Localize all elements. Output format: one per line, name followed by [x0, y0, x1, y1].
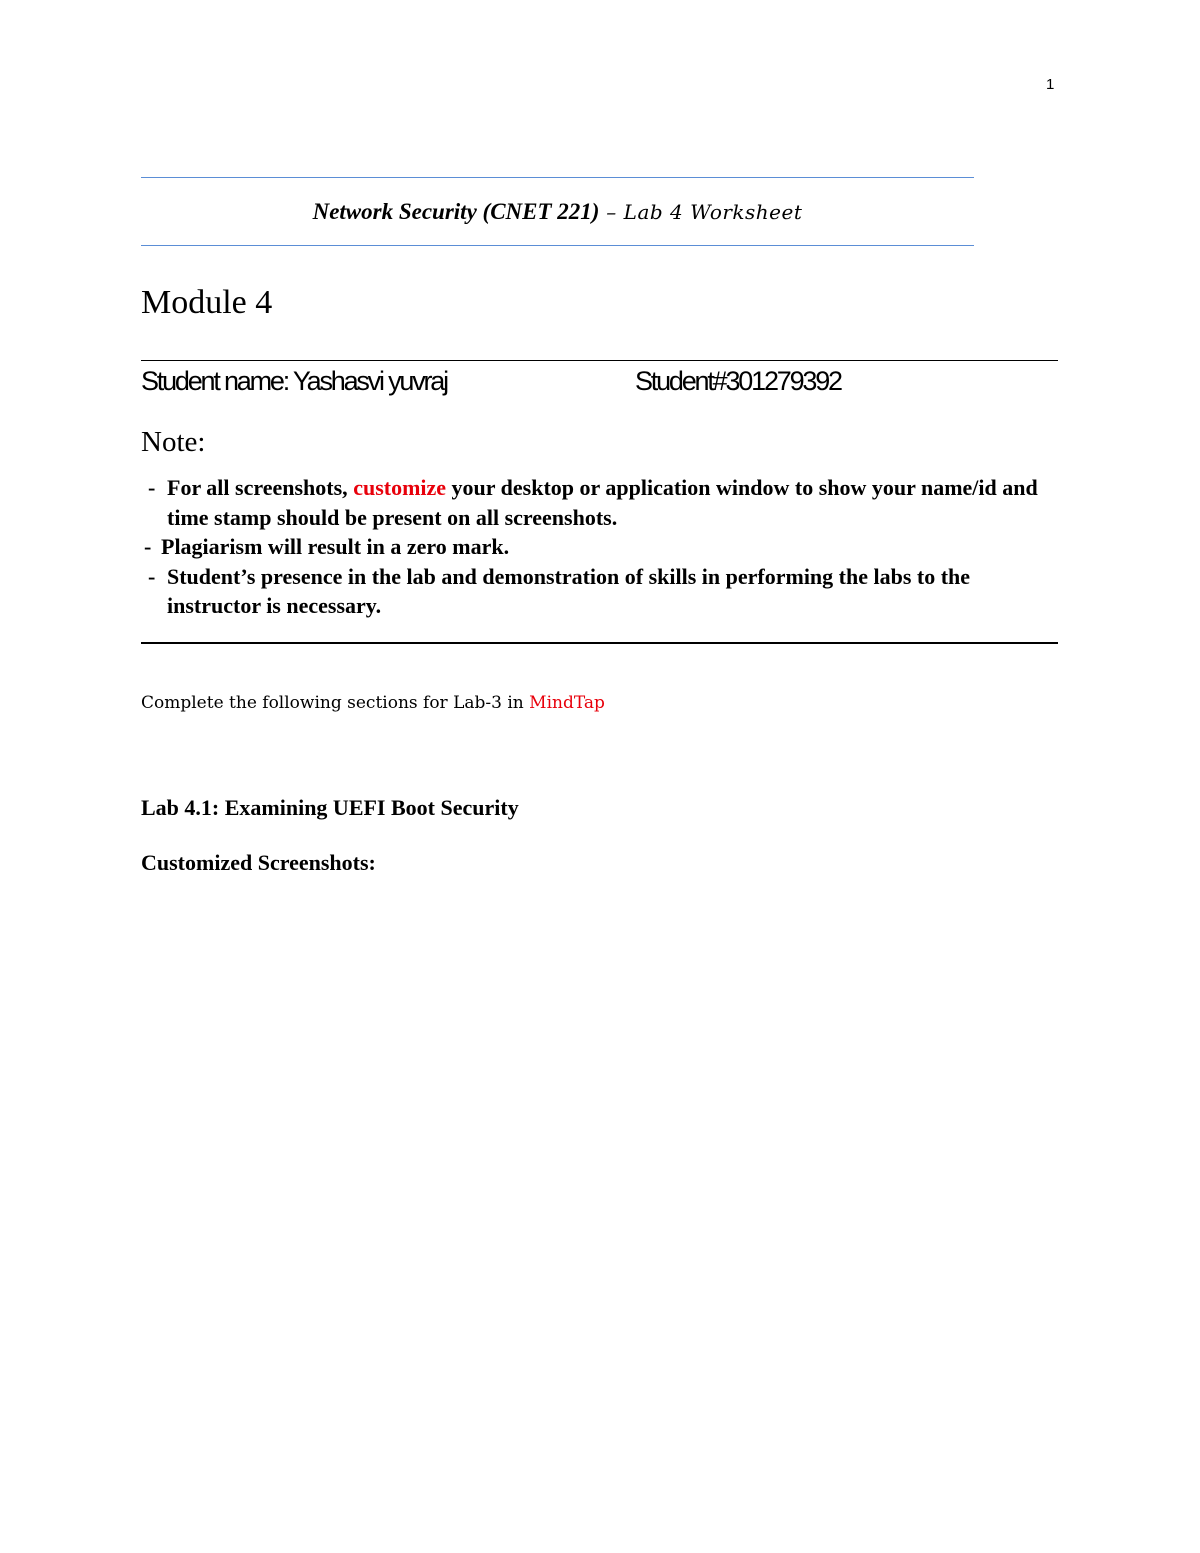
page-number: 1: [1046, 76, 1055, 93]
header-rule-top: [141, 177, 974, 178]
student-info-rule: [141, 360, 1058, 361]
note-item-presence: [148, 562, 1058, 621]
student-number: Student#301279392: [635, 366, 841, 396]
lab-heading: Lab 4.1: Examining UEFI Boot Security: [141, 795, 519, 820]
course-title-subtitle: – Lab 4 Worksheet: [599, 200, 803, 224]
instruction-line: [141, 693, 605, 713]
note-dash: -: [148, 475, 156, 500]
note-heading: Note:: [141, 426, 206, 458]
mindtap-link[interactable]: MindTap: [529, 693, 605, 713]
header-rule-bottom: [141, 245, 974, 246]
student-name: Student name: Yashasvi yuvraj: [141, 366, 447, 396]
screenshots-heading: Customized Screenshots:: [141, 850, 376, 875]
note-item-plagiarism: [144, 532, 1058, 562]
customize-highlight: customize: [353, 475, 447, 500]
module-heading: Module 4: [141, 284, 273, 321]
note-text: Plagiarism will result in a zero mark.: [161, 534, 510, 559]
course-title: [141, 199, 974, 225]
note-dash: -: [144, 534, 152, 559]
note-text: [167, 473, 1058, 532]
note-item-screenshots: [148, 473, 1058, 532]
course-title-name: Network Security (CNET 221): [312, 199, 600, 224]
instruction-text: Complete the following sections for Lab-3 in: [141, 693, 530, 713]
note-list: [144, 473, 1058, 621]
note-text: Student’s presence in the lab and demonstration of skills in performing the labs to the instructor is necessary.: [167, 563, 971, 618]
note-text-start: For all screenshots,: [167, 475, 354, 500]
note-dash: -: [148, 563, 156, 589]
note-rule-bottom: [141, 642, 1058, 644]
note-text-end: your desktop or application window to show your name/id and time stamp should be present on all screenshots.: [167, 475, 1038, 530]
